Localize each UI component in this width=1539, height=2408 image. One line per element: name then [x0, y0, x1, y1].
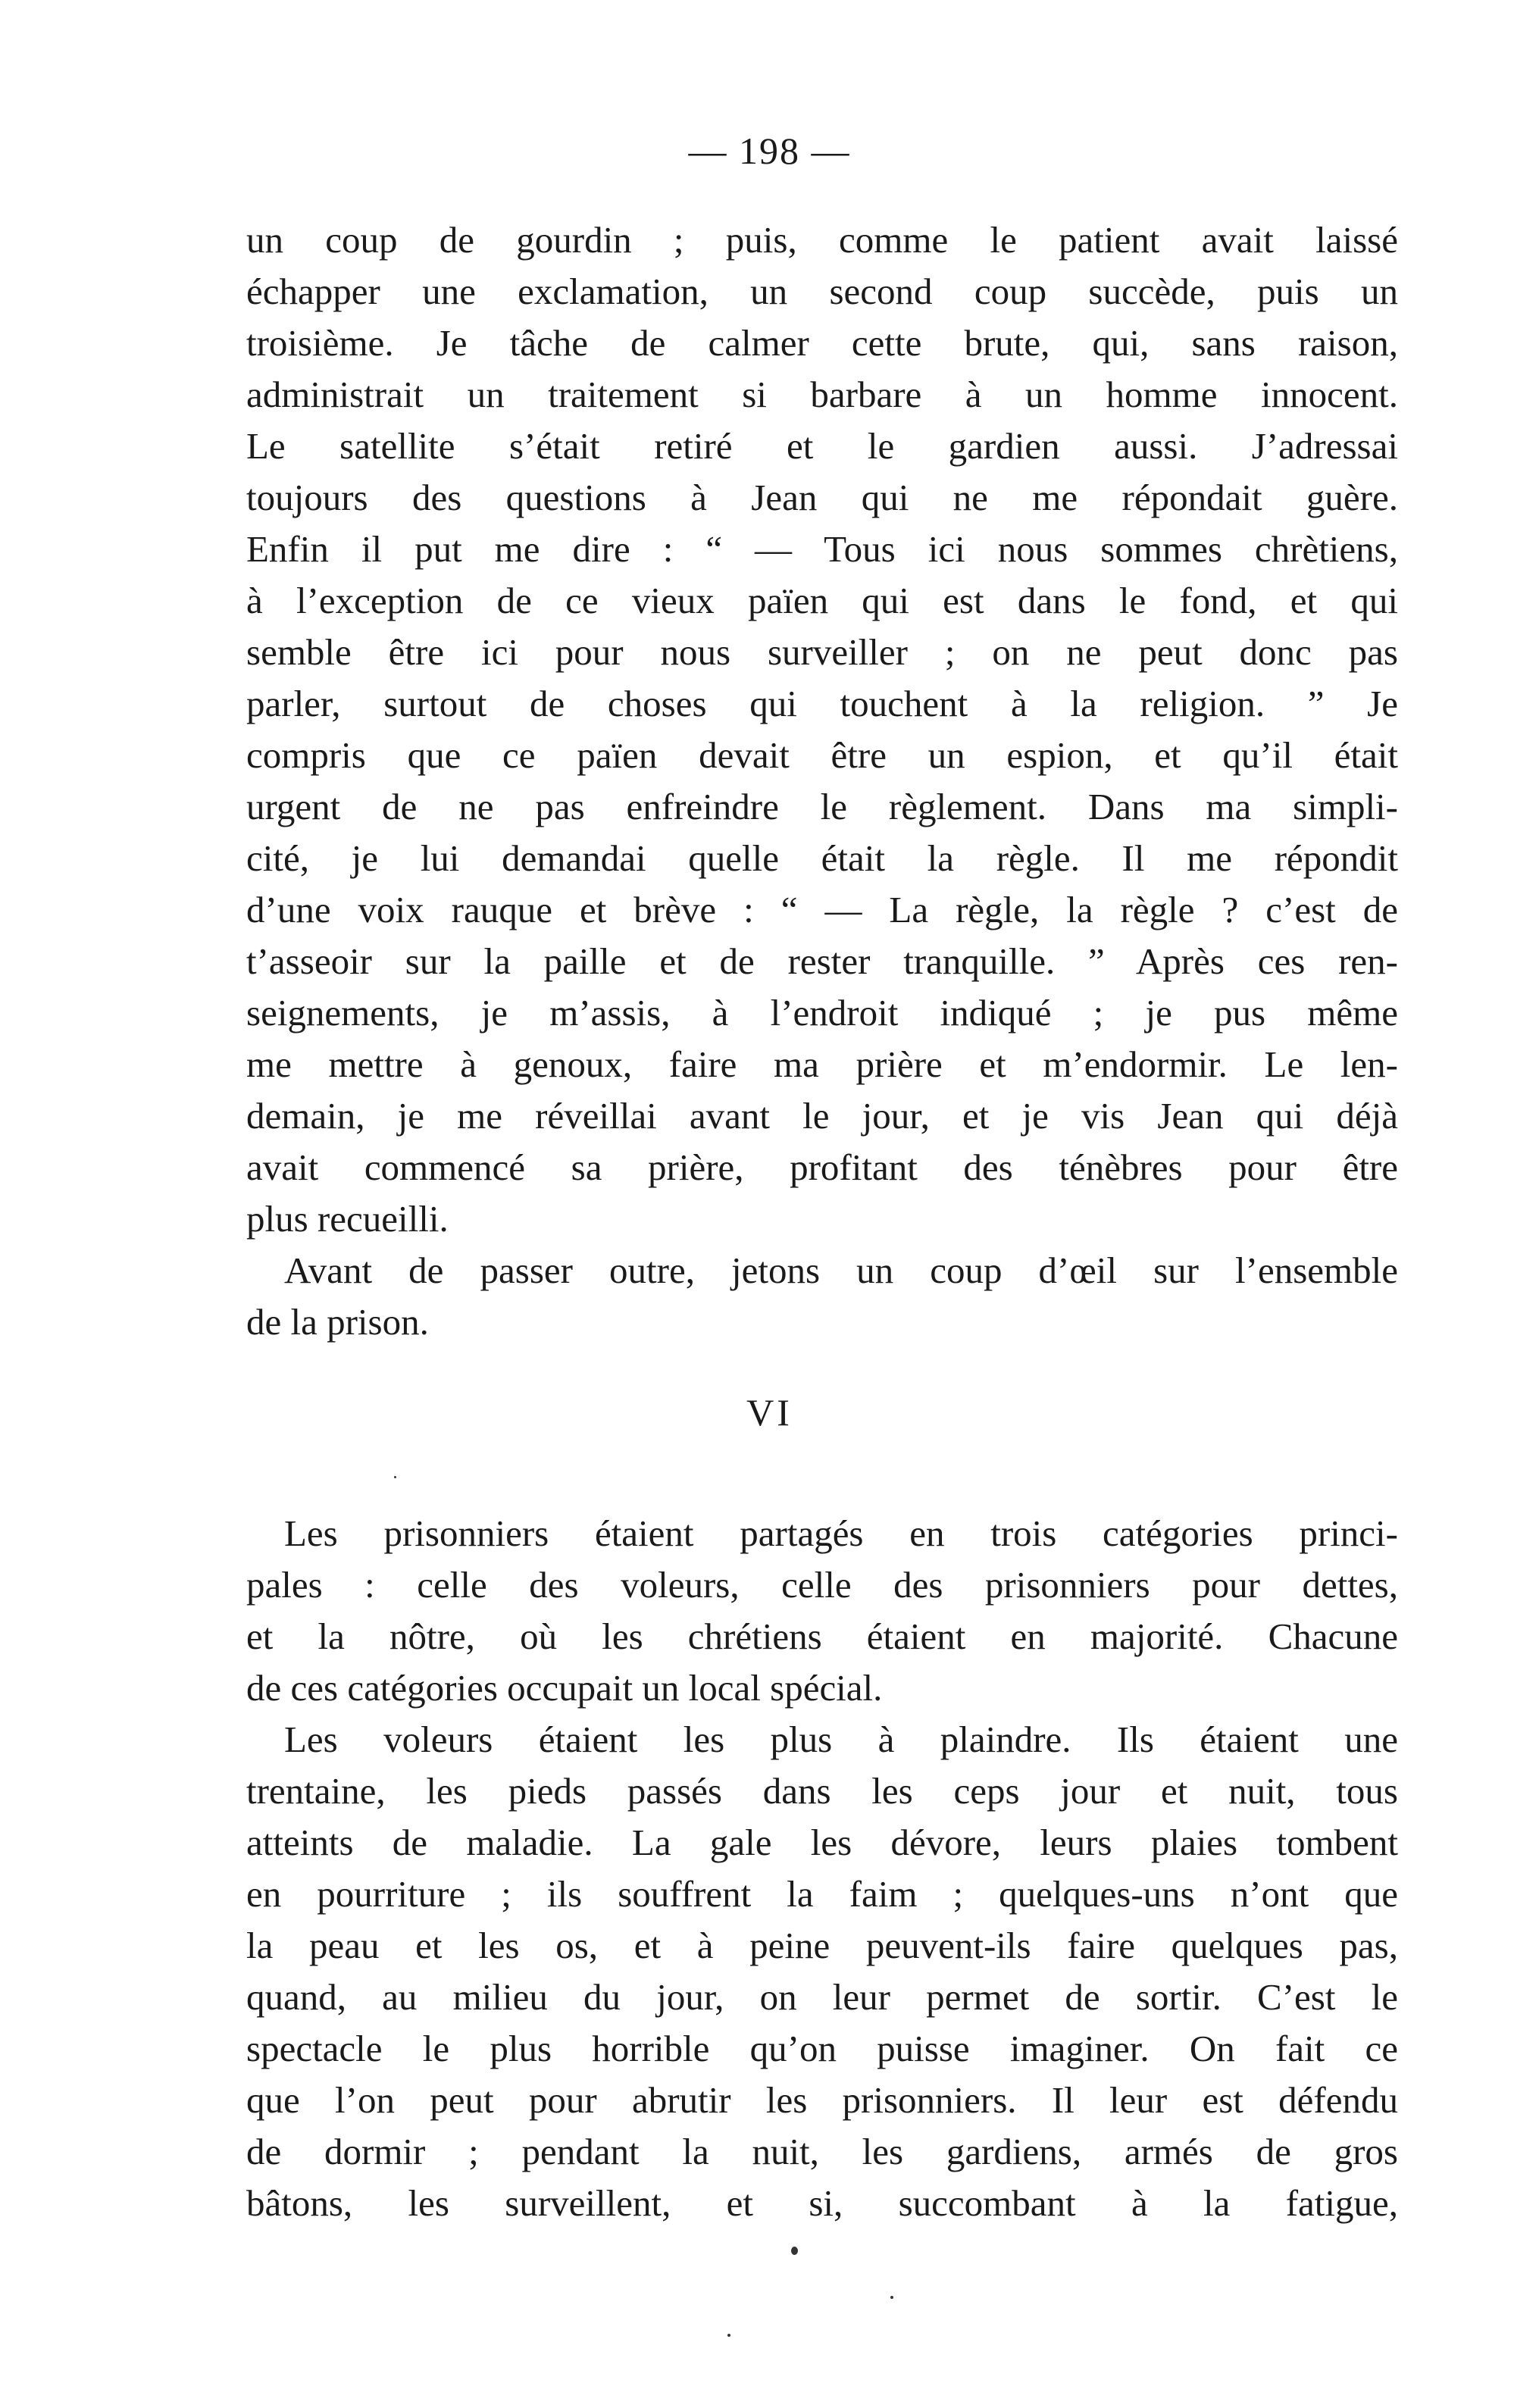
text-line: bâtons, les surveillent, et si, succombant à la fatigue,	[246, 2182, 1398, 2224]
text-line: à l’exception de ce vieux païen qui est dans le fond, et qui	[246, 580, 1398, 621]
text-line: atteints de maladie. La gale les dévore, leurs plaies tombent	[246, 1822, 1398, 1863]
paragraph-continuation	[246, 214, 1398, 1245]
text-line: avait commencé sa prière, profitant des ténèbres pour être	[246, 1146, 1398, 1188]
text-line: plus recueilli.	[246, 1198, 449, 1240]
text-line: me mettre à genoux, faire ma prière et m’endormir. Le len-	[246, 1043, 1398, 1085]
text-line: seignements, je m’assis, à l’endroit indiqué ; je pus même	[246, 992, 1398, 1034]
text-line: de ces catégories occupait un local spécial.	[246, 1667, 883, 1709]
text-line: Les prisonniers étaient partagés en trois catégories princi-	[284, 1512, 1398, 1554]
text-line: Enfin il put me dire : “ — Tous ici nous sommes chrètiens,	[246, 528, 1398, 570]
text-line: échapper une exclamation, un second coup succède, puis un	[246, 271, 1398, 312]
print-speck	[394, 1476, 396, 1478]
text-line: de dormir ; pendant la nuit, les gardiens, armés de gros	[246, 2131, 1398, 2172]
print-speck	[727, 2334, 730, 2337]
text-line: que l’on peut pour abrutir les prisonniers. Il leur est défendu	[246, 2079, 1398, 2121]
text-line: cité, je lui demandai quelle était la règle. Il me répondit	[246, 837, 1398, 879]
text-line: compris que ce païen devait être un espion, et qu’il était	[246, 734, 1398, 776]
paragraph-thieves	[246, 1714, 1398, 2229]
text-line: parler, surtout de choses qui touchent à la religion. ” Je	[246, 683, 1398, 724]
print-speck	[890, 2296, 893, 2299]
text-line: semble être ici pour nous surveiller ; on ne peut donc pas	[246, 631, 1398, 673]
text-line: t’asseoir sur la paille et de rester tranquille. ” Après ces ren-	[246, 940, 1398, 982]
print-speck	[791, 2247, 798, 2255]
text-line: d’une voix rauque et brève : “ — La règle, la règle ? c’est de	[246, 889, 1398, 930]
text-line: trentaine, les pieds passés dans les ceps jour et nuit, tous	[246, 1770, 1398, 1812]
text-line: un coup de gourdin ; puis, comme le patient avait laissé	[246, 219, 1398, 261]
text-line: la peau et les os, et à peine peuvent-ils faire quelques pas,	[246, 1925, 1398, 1966]
text-line: en pourriture ; ils souffrent la faim ; quelques-uns n’ont que	[246, 1873, 1398, 1915]
text-line: Avant de passer outre, jetons un coup d’œil sur l’ensemble	[284, 1249, 1398, 1291]
text-line: quand, au milieu du jour, on leur permet de sortir. C’est le	[246, 1976, 1398, 2018]
text-line: demain, je me réveillai avant le jour, et je vis Jean qui déjà	[246, 1095, 1398, 1137]
page-number: — 198 —	[688, 130, 851, 172]
text-line: urgent de ne pas enfreindre le règlement. Dans ma simpli-	[246, 786, 1398, 827]
text-line: Le satellite s’était retiré et le gardien aussi. J’adressai	[246, 425, 1398, 467]
text-line: toujours des questions à Jean qui ne me répondait guère.	[246, 477, 1398, 518]
paragraph-categories	[246, 1508, 1398, 1714]
text-line: spectacle le plus horrible qu’on puisse imaginer. On fait ce	[246, 2028, 1398, 2069]
text-line: troisième. Je tâche de calmer cette brute, qui, sans raison,	[246, 322, 1398, 364]
text-line: pales : celle des voleurs, celle des prisonniers pour dettes,	[246, 1564, 1398, 1606]
text-line: Les voleurs étaient les plus à plaindre. Ils étaient une	[284, 1718, 1398, 1760]
paragraph-transition	[246, 1245, 1398, 1348]
section-heading: VI	[746, 1391, 793, 1434]
text-line: administrait un traitement si barbare à un homme innocent.	[246, 374, 1398, 415]
text-line: de la prison.	[246, 1301, 429, 1343]
text-line: et la nôtre, où les chrétiens étaient en majorité. Chacune	[246, 1615, 1398, 1657]
